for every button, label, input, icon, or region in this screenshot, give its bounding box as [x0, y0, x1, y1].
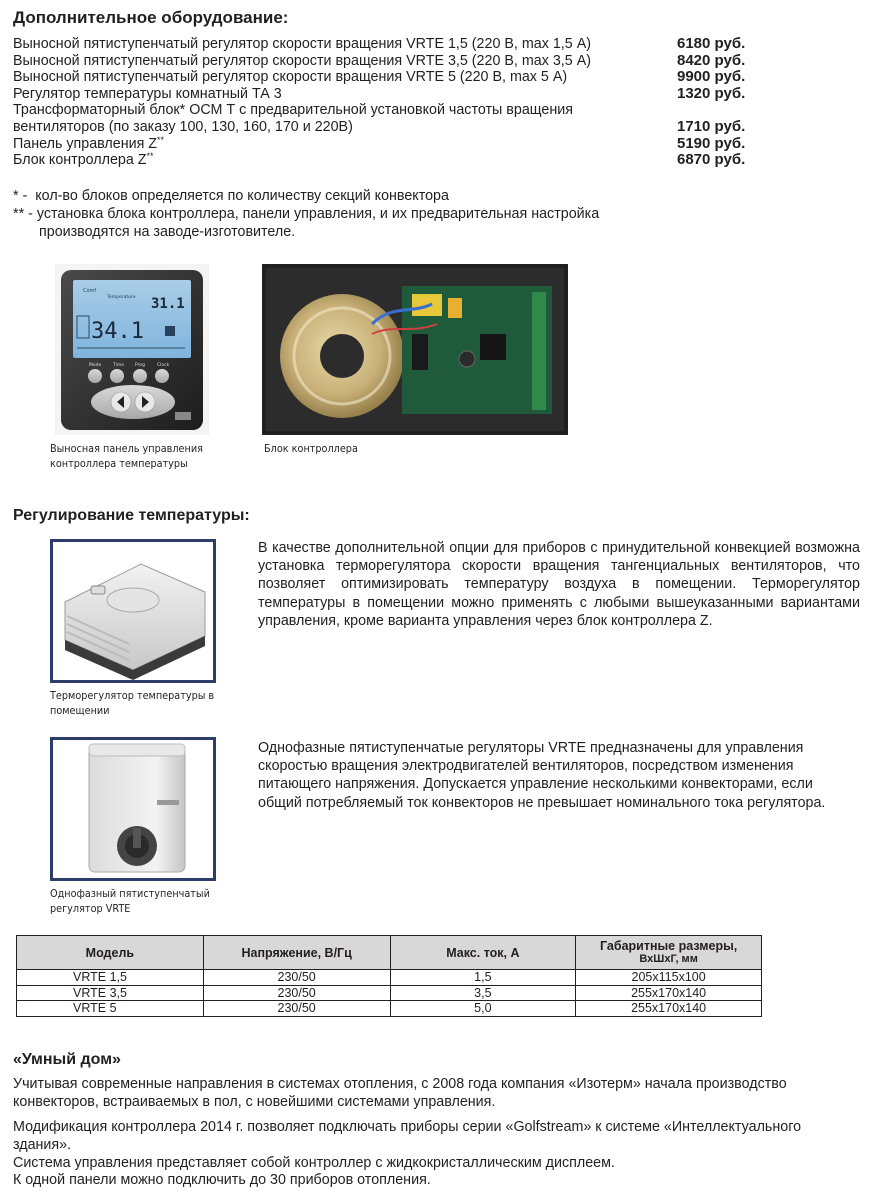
price: 5190 руб. — [677, 134, 746, 152]
thermostat-dial-icon — [107, 588, 159, 612]
regulation-title: Регулирование температуры: — [13, 507, 250, 524]
vrte-caption: Однофазный пятиступенчатый регулятор VRTE — [50, 887, 210, 915]
screen-indicator-icon — [165, 326, 175, 336]
vrte-spec-table — [16, 935, 762, 1017]
smart-home-paragraph: Система управления представляет собой контроллер с жидкокристаллическим дисплеем. — [13, 1155, 615, 1171]
footnote: ** - установка блока контроллера, панели управления, и их предварительная настройка — [13, 206, 600, 222]
column-header: Модель — [17, 936, 204, 970]
panel-key-icon — [155, 369, 169, 383]
thermostat-caption: Терморегулятор температуры в помещении — [50, 689, 215, 717]
list-item: Выносной пятиступенчатый регулятор скорости вращения VRTE 5 (220 В, max 5 А) 9900 руб. — [13, 69, 773, 86]
price: 8420 руб. — [677, 51, 746, 69]
table-header-row — [17, 936, 762, 970]
key-label: Time — [113, 363, 125, 368]
price: 6180 руб. — [677, 35, 746, 52]
vrte-regulator-photo — [50, 737, 216, 881]
panel-key-icon — [133, 369, 147, 383]
column-header: Напряжение, В/Гц — [203, 936, 390, 970]
thermostat-photo — [50, 539, 216, 683]
column-header: Габаритные размеры, ВхШхГ, мм — [576, 936, 762, 970]
equipment-list — [13, 36, 773, 169]
column-header: Макс. ток, А — [390, 936, 576, 970]
smart-home-title: «Умный дом» — [13, 1051, 121, 1068]
list-item: Регулятор температуры комнатный ТА 3 1320 руб. — [13, 86, 773, 103]
smart-home-paragraph: Учитывая современные направления в системах отопления, с 2008 года компания «Изотерм» начала производство конвекторов, встраиваемых в пол, с новейшими системами управления. — [13, 1076, 787, 1110]
logo-icon — [175, 412, 191, 420]
logo-icon — [157, 800, 179, 805]
panel-key-icon — [110, 369, 124, 383]
list-item: Панель управления Z** 5190 руб. — [13, 136, 773, 153]
list-item: вентиляторов (по заказу 100, 130, 160, 170 и 220В) 1710 руб. — [13, 119, 773, 136]
price: 1320 руб. — [677, 84, 746, 102]
screen-small-value: 31.1 — [151, 296, 185, 312]
control-panel-photo — [55, 264, 209, 435]
thermostat-description: В качестве дополнительной опции для приборов с принудительной конвекцией возможна установка терморегулятора скорости вращения тангенциальных вентиляторов, что позволяет оптимизировать температуру воздуха в помещении. Терморегулятор температуры в помещении можно применять с любыми вышеуказанными вариантами управления, кроме варианта управления через блок контроллера Z. — [258, 540, 860, 629]
list-item: Блок контроллера Z** 6870 руб. — [13, 152, 773, 169]
control-panel-illustration — [55, 264, 209, 435]
thermostat-illustration — [53, 542, 213, 680]
footnotes — [13, 187, 693, 241]
screen-sub-label: Temperature — [107, 295, 136, 300]
price: 1710 руб. — [677, 117, 746, 135]
logo-icon — [91, 586, 105, 594]
list-item: Выносной пятиступенчатый регулятор скорости вращения VRTE 3,5 (220 В, max 3,5 А) 8420 руб. — [13, 53, 773, 70]
price: 9900 руб. — [677, 68, 746, 86]
key-label: Clock — [157, 363, 170, 368]
smart-home-paragraph: К одной панели можно подключить до 30 приборов отопления. — [13, 1172, 431, 1188]
footnote-continuation: производятся на заводе-изготовителе. — [39, 224, 296, 240]
vrte-regulator-illustration — [53, 740, 213, 878]
table-row: VRTE 5 230/50 5,0 255x170x140 — [17, 1001, 762, 1017]
screen-big-value: 34.1 — [91, 319, 144, 344]
controller-block-photo — [262, 264, 568, 435]
screen-label: Comf — [83, 288, 97, 294]
list-item: Выносной пятиступенчатый регулятор скорости вращения VRTE 1,5 (220 В, max 1,5 А) 6180 руб. — [13, 36, 773, 53]
equipment-title: Дополнительное оборудование: — [13, 8, 289, 27]
panel-caption: Выносная панель управления контроллера температуры — [50, 442, 203, 470]
controller-block-illustration — [262, 264, 568, 435]
footnote: * - кол-во блоков определяется по количеству секций конвектора — [13, 188, 449, 204]
panel-key-icon — [88, 369, 102, 383]
key-label: Prog — [135, 363, 145, 368]
vrte-description: Однофазные пятиступенчатые регуляторы VRTE предназначены для управления скоростью вращения электродвигателей вентиляторов, посредством изменения питающего напряжения. Допускается управление несколькими конвекторами, если общий потребляемый ток конвекторов не превышает номинального тока регулятора. — [258, 740, 826, 811]
table-row: VRTE 3,5 230/50 3,5 255x170x140 — [17, 985, 762, 1001]
list-item: Трансформаторный блок* ОСМ Т с предварительной установкой частоты вращения — [13, 102, 573, 119]
price: 6870 руб. — [677, 151, 746, 169]
smart-home-paragraph: Модификация контроллера 2014 г. позволяет подключать приборы серии «Golfstream» к системе «Интеллектуального здания». — [13, 1119, 802, 1153]
key-label: Mode — [89, 363, 102, 368]
table-row: VRTE 1,5 230/50 1,5 205x115x100 — [17, 970, 762, 986]
controller-caption: Блок контроллера — [264, 442, 358, 455]
